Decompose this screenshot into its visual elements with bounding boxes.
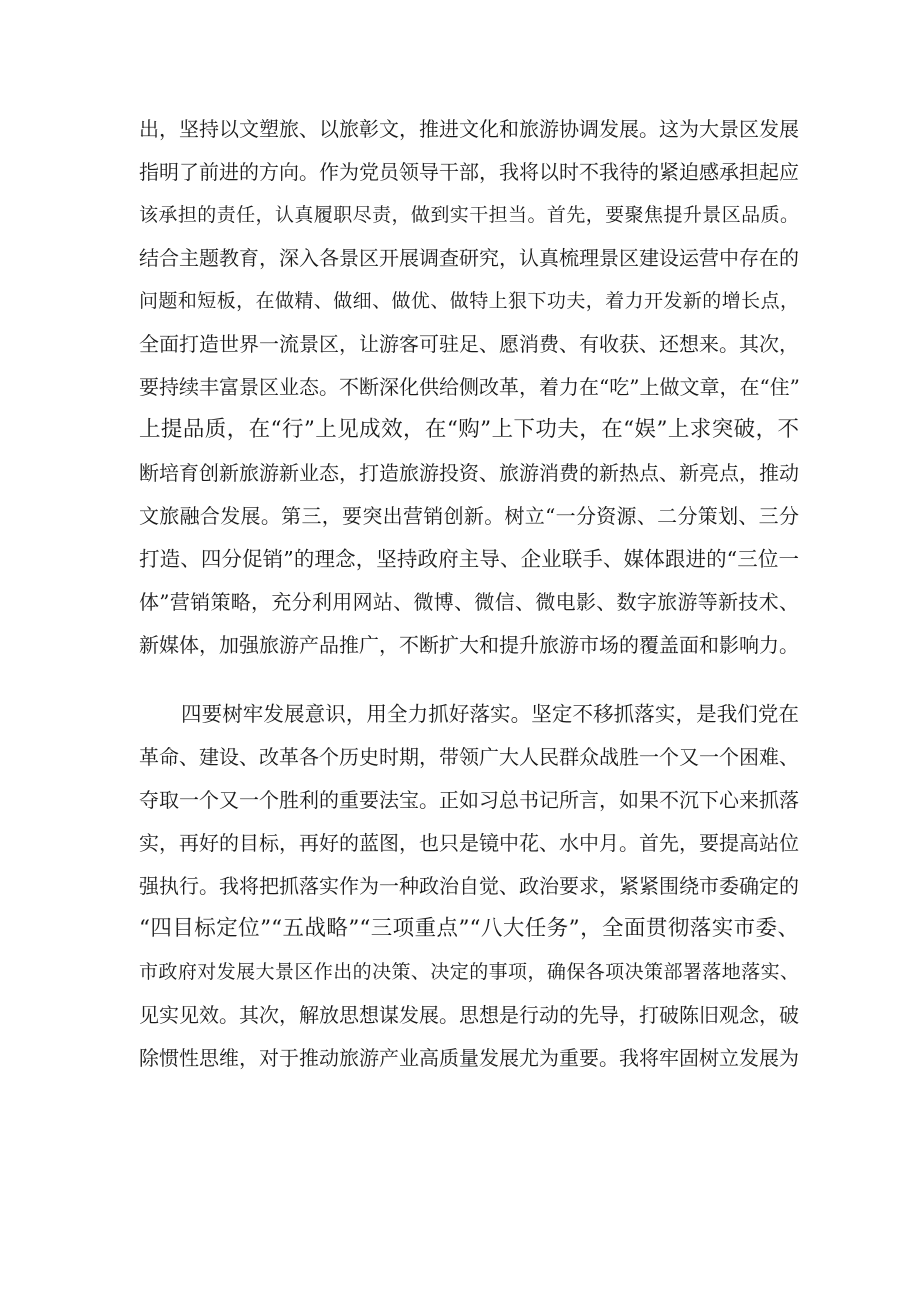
paragraph-line: 市政府对发展大景区作出的决策、决定的事项，确保各项决策部署落地落实、 bbox=[139, 961, 799, 983]
paragraph-line: 全面打造世界一流景区，让游客可驻足、愿消费、有收获、还想来。其次， bbox=[139, 332, 799, 356]
paragraph-line: 除惯性思维，对于推动旅游产业高质量发展尤为重要。我将牢固树立发展为 bbox=[139, 1046, 799, 1070]
paragraph-line: 打造、四分促销”的理念，坚持政府主导、企业联手、媒体跟进的“三位一 bbox=[139, 547, 799, 571]
paragraph-line: 体”营销策略，充分利用网站、微博、微信、微电影、数字旅游等新技术、 bbox=[139, 590, 799, 614]
paragraph-line: 强执行。我将把抓落实作为一种政治自觉、政治要求，紧紧围绕市委确定的 bbox=[139, 874, 799, 898]
paragraph-line: 文旅融合发展。第三，要突出营销创新。树立“一分资源、二分策划、三分 bbox=[139, 504, 799, 528]
paragraph-line: 新媒体，加强旅游产品推广，不断扩大和提升旅游市场的覆盖面和影响力。 bbox=[139, 633, 799, 657]
paragraph-line: 革命、建设、改革各个历史时期，带领广大人民群众战胜一个又一个困难、 bbox=[139, 745, 799, 769]
paragraph-line: 要持续丰富景区业态。不断深化供给侧改革，着力在“吃”上做文章，在“住” bbox=[139, 375, 800, 399]
paragraph-line: 实，再好的目标，再好的蓝图，也只是镜中花、水中月。首先，要提高站位 bbox=[139, 831, 799, 855]
paragraph-line: 结合主题教育，深入各景区开展调查研究，认真梳理景区建设运营中存在的 bbox=[139, 246, 799, 270]
paragraph-line: 该承担的责任，认真履职尽责，做到实干担当。首先，要聚焦提升景区品质。 bbox=[139, 204, 799, 226]
paragraph-line: 出，坚持以文塑旅、以旅彰文，推进文化和旅游协调发展。这为大景区发展 bbox=[139, 117, 799, 141]
paragraph-line: 夺取一个又一个胜利的重要法宝。正如习总书记所言，如果不沉下心来抓落 bbox=[139, 788, 799, 812]
paragraph-line: 指明了前进的方向。作为党员领导干部，我将以时不我待的紧迫感承担起应 bbox=[139, 160, 799, 184]
paragraph-line: “四目标定位”“五战略”“三项重点”“八大任务”，全面贯彻落实市委、 bbox=[139, 916, 799, 941]
paragraph-line: 四要树牢发展意识，用全力抓好落实。坚定不移抓落实，是我们党在 bbox=[181, 702, 799, 726]
paragraph-line: 问题和短板，在做精、做细、做优、做特上狠下功夫，着力开发新的增长点， bbox=[139, 290, 799, 312]
paragraph-line: 上提品质，在“行”上见成效，在“购”上下功夫，在“娱”上求突破，不 bbox=[139, 417, 799, 442]
paragraph-line: 断培育创新旅游新业态，打造旅游投资、旅游消费的新热点、新亮点，推动 bbox=[139, 461, 799, 485]
paragraph-line: 见实见效。其次，解放思想谋发展。思想是行动的先导，打破陈旧观念，破 bbox=[139, 1003, 799, 1027]
